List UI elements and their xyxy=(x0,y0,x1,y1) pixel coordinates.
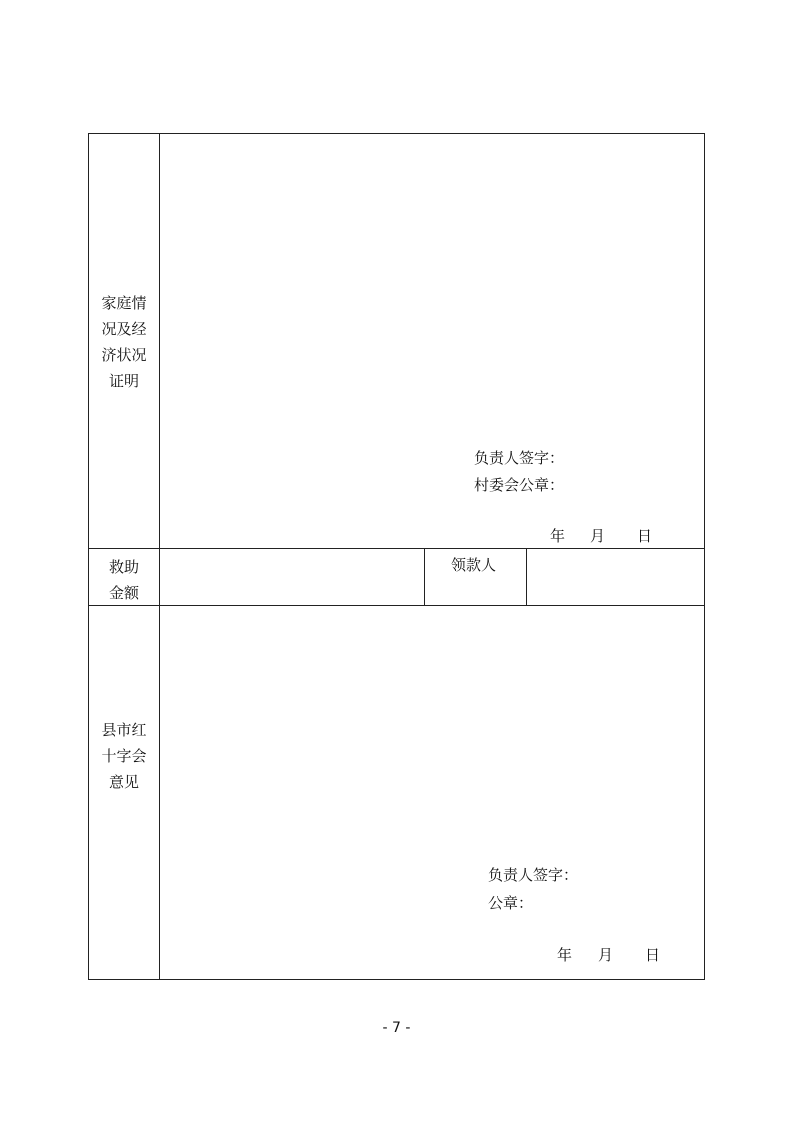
label-line: 县市红 xyxy=(101,721,147,739)
table-right-border xyxy=(704,133,705,980)
label-line: 况及经 xyxy=(101,320,147,338)
label-line: 家庭情 xyxy=(101,294,147,312)
red-cross-seal-label: 公章： xyxy=(488,894,534,912)
table-bottom-border xyxy=(88,979,705,980)
label-line: 济状况 xyxy=(101,346,147,364)
village-seal-label: 村委会公章： xyxy=(474,476,565,494)
label-line: 意见 xyxy=(108,773,139,791)
village-date-month: 月 xyxy=(590,527,606,545)
village-date-year: 年 xyxy=(550,527,566,545)
page-number: - 7 - xyxy=(382,1020,411,1036)
recipient-field[interactable] xyxy=(527,549,704,605)
red-cross-signer-label: 负责人签字： xyxy=(488,866,579,884)
label-line: 金额 xyxy=(108,584,139,602)
red-cross-date-month: 月 xyxy=(598,946,614,964)
village-signer-label: 负责人签字： xyxy=(474,449,565,467)
label-line: 证明 xyxy=(108,372,139,390)
row-divider-2 xyxy=(88,605,705,606)
family-economic-proof-label xyxy=(89,290,159,394)
red-cross-opinion-label xyxy=(89,717,159,795)
aid-amount-label xyxy=(89,554,159,606)
amount-recipient-divider xyxy=(424,548,425,606)
recipient-label: 领款人 xyxy=(451,556,497,574)
label-line: 救助 xyxy=(108,558,139,576)
table-top-border xyxy=(88,133,705,134)
village-date-day: 日 xyxy=(637,527,653,545)
red-cross-date-year: 年 xyxy=(557,946,573,964)
label-line: 十字会 xyxy=(101,747,147,765)
aid-amount-field[interactable] xyxy=(160,549,424,605)
red-cross-date-day: 日 xyxy=(645,946,661,964)
